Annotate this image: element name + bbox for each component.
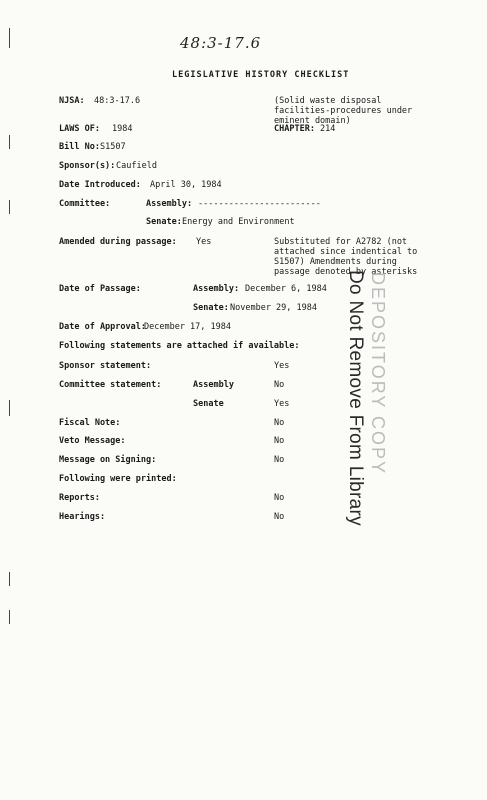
veto-message-value: No: [274, 436, 285, 446]
library-stamp-text: Do Not Remove From Library: [345, 270, 366, 526]
veto-message-label: Veto Message:: [59, 436, 126, 446]
date-of-passage-label: Date of Passage:: [59, 284, 141, 294]
chapter-value: 214: [320, 124, 336, 134]
committee-label: Committee:: [59, 199, 111, 209]
following-attached-heading: Following statements are attached if available:: [59, 341, 300, 351]
fiscal-note-label: Fiscal Note:: [59, 418, 121, 428]
scan-edge-mark: [9, 610, 10, 624]
committee-statement-assembly-label: Assembly: [193, 380, 234, 390]
library-stamp: [340, 270, 368, 526]
committee-assembly-value: ------------------------: [198, 199, 321, 209]
date-introduced-value: April 30, 1984: [150, 180, 222, 190]
message-on-signing-value: No: [274, 455, 285, 465]
hearings-value: No: [274, 512, 285, 522]
committee-statement-senate-label: Senate: [193, 399, 224, 409]
chapter-label: CHAPTER:: [274, 124, 315, 134]
hearings-label: Hearings:: [59, 512, 106, 522]
njsa-label: NJSA:: [59, 96, 85, 106]
scan-edge-mark: [9, 200, 10, 214]
bill-no-value: S1507: [100, 142, 126, 152]
sponsors-value: Caufield: [116, 161, 157, 171]
passage-assembly-label: Assembly:: [193, 284, 240, 294]
amended-label: Amended during passage:: [59, 237, 177, 247]
laws-of-value: 1984: [112, 124, 133, 134]
passage-senate-value: November 29, 1984: [230, 303, 317, 313]
page-title: LEGISLATIVE HISTORY CHECKLIST: [172, 70, 350, 80]
njsa-value: 48:3-17.6: [94, 96, 141, 106]
committee-statement-assembly-value: No: [274, 380, 285, 390]
message-on-signing-label: Message on Signing:: [59, 455, 157, 465]
committee-statement-label: Committee statement:: [59, 380, 162, 390]
sponsors-label: Sponsor(s):: [59, 161, 116, 171]
committee-senate-value: Energy and Environment: [182, 217, 295, 227]
fiscal-note-value: No: [274, 418, 285, 428]
passage-senate-label: Senate:: [193, 303, 229, 313]
date-of-approval-label: Date of Approval:: [59, 322, 146, 332]
sponsor-statement-value: Yes: [274, 361, 290, 371]
committee-assembly-label: Assembly:: [146, 199, 193, 209]
reports-value: No: [274, 493, 285, 503]
depository-stamp-ghost-text: DEPOSITORY COPY: [368, 272, 388, 476]
sponsor-statement-label: Sponsor statement:: [59, 361, 152, 371]
date-of-approval-value: December 17, 1984: [144, 322, 231, 332]
scan-edge-mark: [9, 28, 10, 48]
passage-assembly-value: December 6, 1984: [245, 284, 327, 294]
amended-note: Substituted for A2782 (not attached since indentical to S1507) Amendments during passage denoted by asterisks: [274, 237, 418, 277]
date-introduced-label: Date Introduced:: [59, 180, 141, 190]
depository-stamp-ghost: [366, 272, 388, 498]
reports-label: Reports:: [59, 493, 100, 503]
laws-of-label: LAWS OF:: [59, 124, 100, 134]
committee-senate-label: Senate:: [146, 217, 182, 227]
scan-edge-mark: [9, 400, 10, 416]
following-printed-heading: Following were printed:: [59, 474, 177, 484]
njsa-note: (Solid waste disposal facilities-procedures under eminent domain): [274, 96, 413, 126]
amended-value: Yes: [196, 237, 212, 247]
handwritten-reference: 48:3-17.6: [180, 34, 262, 52]
scan-edge-mark: [9, 572, 10, 586]
scan-edge-mark: [9, 135, 10, 149]
bill-no-label: Bill No:: [59, 142, 100, 152]
committee-statement-senate-value: Yes: [274, 399, 290, 409]
